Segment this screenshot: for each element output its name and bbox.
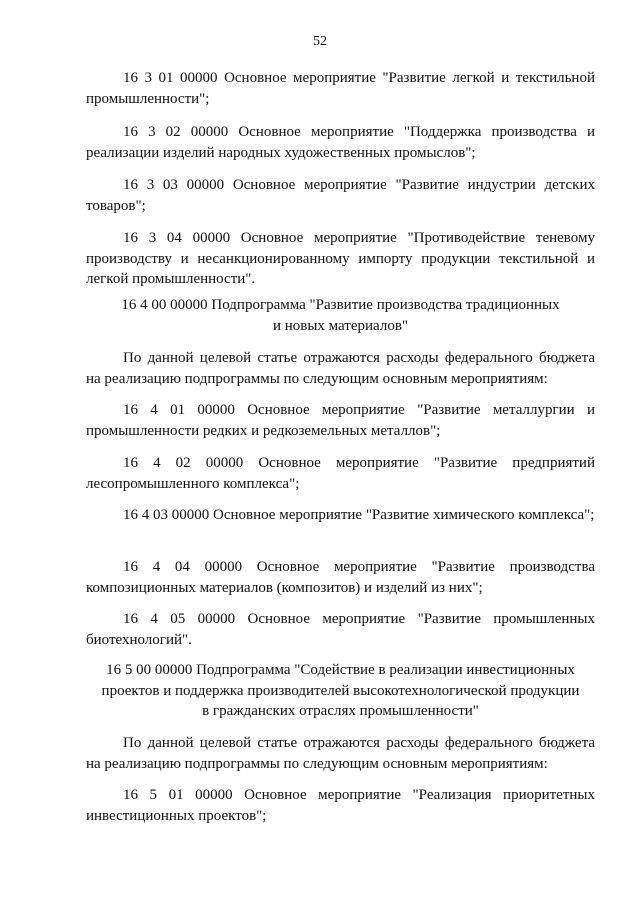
measure-16-4-03: 16 4 03 00000 Основное мероприятие "Развитие химического комплекса"; xyxy=(123,507,595,523)
measure-16-4-04: 16 4 04 00000 Основное мероприятие "Развитие производства композиционных материалов (композитов) и изделий из них"; xyxy=(86,559,595,596)
page-number: 52 xyxy=(313,34,327,49)
heading-line: 16 5 00 00000 Подпрограмма "Содействие в реализации инвестиционных xyxy=(106,662,575,678)
measure-16-4-02: 16 4 02 00000 Основное мероприятие "Развитие предприятий лесопромышленного комплекса"; xyxy=(86,455,595,492)
measure-16-3-03: 16 3 03 00000 Основное мероприятие "Развитие индустрии детских товаров"; xyxy=(86,177,595,214)
subprogram-16-5-description: По данной целевой статье отражаются расходы федерального бюджета на реализацию подпрограммы по следующим основным мероприятиям: xyxy=(86,735,595,772)
measure-16-4-01: 16 4 01 00000 Основное мероприятие "Развитие металлургии и промышленности редких и редкоземельных металлов"; xyxy=(86,402,595,439)
heading-line: 16 4 00 00000 Подпрограмма "Развитие производства традиционных xyxy=(121,297,560,313)
measure-16-4-05: 16 4 05 00000 Основное мероприятие "Развитие промышленных биотехнологий". xyxy=(86,611,595,648)
subprogram-heading-16-4 xyxy=(86,295,595,336)
subprogram-16-4-description: По данной целевой статье отражаются расходы федерального бюджета на реализацию подпрограммы по следующим основным мероприятиям: xyxy=(86,350,595,387)
measure-16-5-01: 16 5 01 00000 Основное мероприятие "Реализация приоритетных инвестиционных проектов"; xyxy=(86,787,595,824)
measure-16-3-04: 16 3 04 00000 Основное мероприятие "Противодействие теневому производству и несанкционированному импорту продукции текстильной и легкой промышленности". xyxy=(86,230,595,287)
subprogram-heading-16-5 xyxy=(86,660,595,722)
heading-line: в гражданских отраслях промышленности" xyxy=(202,703,479,719)
heading-line: и новых материалов" xyxy=(272,317,409,334)
heading-line: проектов и поддержка производителей высокотехнологической продукции xyxy=(101,682,580,699)
measure-16-3-01: 16 3 01 00000 Основное мероприятие "Развитие легкой и текстильной промышленности"; xyxy=(86,70,595,107)
measure-16-3-02: 16 3 02 00000 Основное мероприятие "Поддержка производства и реализации изделий народных художественных промыслов"; xyxy=(86,124,595,161)
